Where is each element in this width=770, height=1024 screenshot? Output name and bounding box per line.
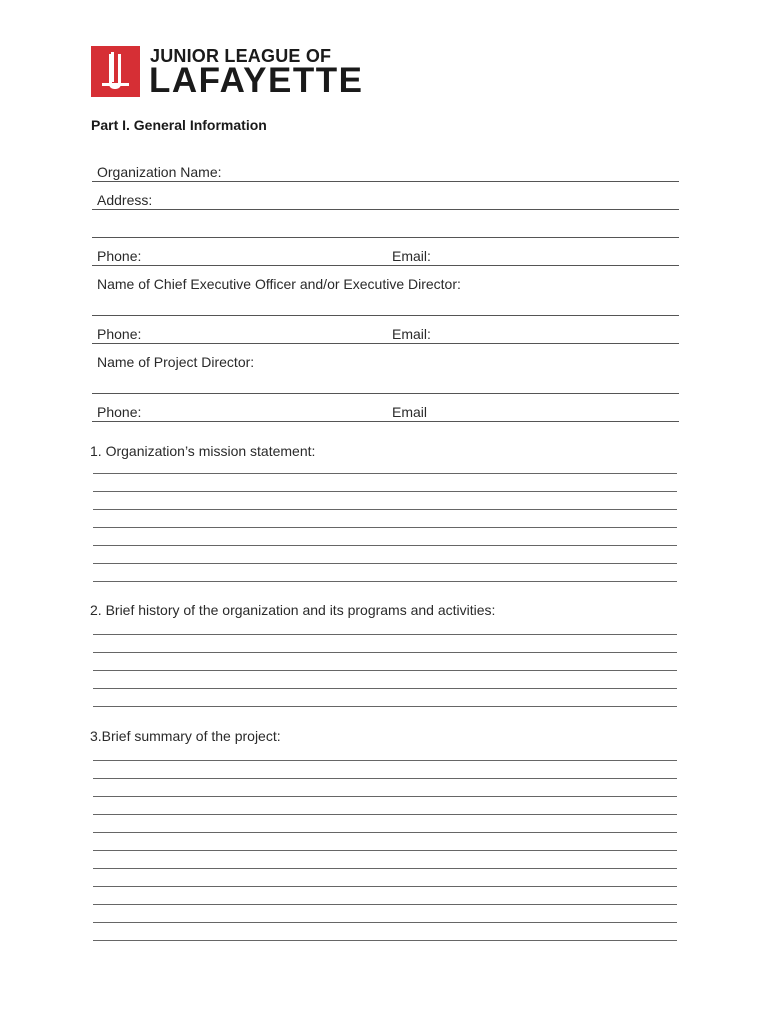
email-label: Email:	[392, 248, 431, 264]
answer-line[interactable]	[93, 814, 677, 815]
question-3: 3.Brief summary of the project:	[90, 728, 281, 744]
director-contact-field[interactable]	[92, 402, 679, 422]
phone-label: Phone:	[97, 326, 142, 342]
answer-line[interactable]	[93, 868, 677, 869]
email-label: Email:	[392, 326, 431, 342]
phone-label: Phone:	[97, 404, 142, 420]
answer-line[interactable]	[93, 922, 677, 923]
answer-line[interactable]	[93, 796, 677, 797]
answer-line[interactable]	[93, 509, 677, 510]
email-label: Email	[392, 404, 428, 420]
question-2: 2. Brief history of the organization and its programs and activities:	[90, 602, 496, 618]
ceo-contact-field[interactable]	[92, 324, 679, 344]
answer-line[interactable]	[93, 563, 677, 564]
section-title: Part I. General Information	[91, 117, 267, 133]
address-label: Address:	[97, 192, 153, 208]
answer-line[interactable]	[93, 670, 677, 671]
answer-line[interactable]	[93, 581, 677, 582]
ceo-name-label: Name of Chief Executive Officer and/or Executive Director:	[97, 276, 461, 292]
address-line-2-field[interactable]	[92, 218, 679, 238]
answer-line[interactable]	[93, 634, 677, 635]
logo-line-2: LAFAYETTE	[149, 61, 364, 100]
answer-line[interactable]	[93, 832, 677, 833]
answer-line[interactable]	[93, 545, 677, 546]
answer-line[interactable]	[93, 491, 677, 492]
answer-line[interactable]	[93, 760, 677, 761]
org-name-label: Organization Name:	[97, 164, 222, 180]
answer-line[interactable]	[93, 527, 677, 528]
address-field[interactable]	[92, 190, 679, 210]
jl-monogram-icon	[91, 46, 140, 97]
logo-line-1: JUNIOR LEAGUE OF	[150, 46, 332, 66]
answer-line[interactable]	[93, 886, 677, 887]
answer-line[interactable]	[93, 904, 677, 905]
jll-logo	[91, 46, 364, 100]
answer-line[interactable]	[93, 652, 677, 653]
project-director-label-row	[92, 352, 679, 372]
answer-line[interactable]	[93, 778, 677, 779]
project-director-field[interactable]	[92, 374, 679, 394]
ceo-name-field[interactable]	[92, 296, 679, 316]
org-contact-field[interactable]	[92, 246, 679, 266]
question-1: 1. Organization’s mission statement:	[90, 443, 316, 459]
answer-line[interactable]	[93, 706, 677, 707]
answer-line[interactable]	[93, 688, 677, 689]
org-name-field[interactable]	[92, 162, 679, 182]
phone-label: Phone:	[97, 248, 142, 264]
ceo-name-label-row	[92, 274, 679, 294]
project-director-label: Name of Project Director:	[97, 354, 255, 370]
answer-line[interactable]	[93, 473, 677, 474]
answer-line[interactable]	[93, 940, 677, 941]
answer-line[interactable]	[93, 850, 677, 851]
